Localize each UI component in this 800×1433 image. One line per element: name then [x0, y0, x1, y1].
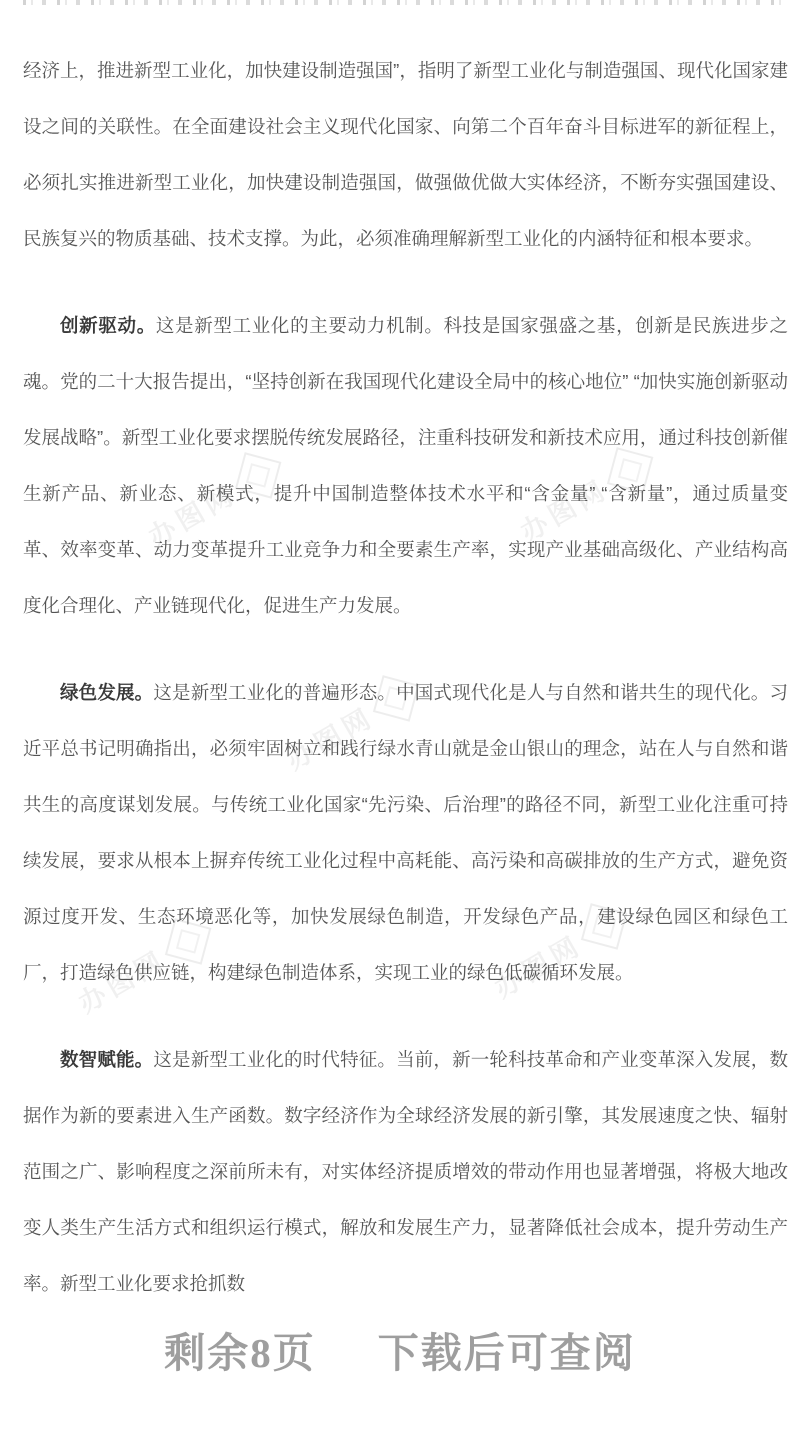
watermark-text: 办图网 [281, 701, 380, 776]
clipped-text-line-top [23, 0, 788, 5]
paragraph-lead: 数智赋能。 [60, 1049, 154, 1070]
paragraph-lead: 绿色发展。 [60, 682, 154, 703]
remaining-pages-count: 剩余8页 [164, 1330, 316, 1376]
paragraph-text: 这是新型工业化的时代特征。当前，新一轮科技革命和产业变革深入发展，数据作为新的要素进入生产函数。数字经济作为全球经济发展的新引擎，其发展速度之快、辐射范围之广、影响程度之深前所未有，对实体经济提质增效的带动作用也显著增强，将极大地改变人类生产生活方式和组织运行模式，解放和发展生产力，显著降低社会成本，提升劳动生产率。新型工业化要求抢抓数 [23, 1049, 788, 1294]
watermark-text: 办图网 [73, 944, 172, 1019]
paragraph-text: 这是新型工业化的普遍形态。中国式现代化是人与自然和谐共生的现代化。习近平总书记明确指出，必须牢固树立和践行绿水青山就是金山银山的理念，站在人与自然和谐共生的高度谋划发展。与传统工业化国家“先污染、后治理”的路径不同，新型工业化注重可持续发展，要求从根本上摒弃传统工业化过程中高耗能、高污染和高碳排放的生产方式，避免资源过度开发、生态环境恶化等，加快发展绿色制造，开发绿色产品，建设绿色园区和绿色工厂，打造绿色供应链，构建绿色制造体系，实现工业的绿色低碳循环发展。 [23, 682, 788, 983]
paragraph [23, 298, 788, 634]
download-hint: 下载后可查阅 [377, 1330, 636, 1376]
watermark-text: 办图网 [143, 478, 242, 553]
remaining-pages-banner [0, 1320, 800, 1386]
paragraph [23, 665, 788, 1001]
paragraph [23, 1032, 788, 1312]
paragraph-lead: 创新驱动。 [60, 315, 156, 336]
paragraph [23, 43, 788, 267]
paragraph-text: 这是新型工业化的主要动力机制。科技是国家强盛之基，创新是民族进步之魂。党的二十大报告提出，“坚持创新在我国现代化建设全局中的核心地位” “加快实施创新驱动发展战略”。新型工业化要求摆脱传统发展路径，注重科技研发和新技术应用，通过科技创新催生新产品、新业态、新模式，提升中国制造整体技术水平和“含金量” “含新量”，通过质量变革、效率变革、动力变革提升工业竞争力和全要素生产率，实现产业基础高级化、产业结构高度化合理化、产业链现代化，促进生产力发展。 [23, 315, 788, 616]
document-body [23, 43, 788, 1343]
watermark-text: 办图网 [489, 929, 588, 1004]
paragraph-text: 经济上，推进新型工业化，加快建设制造强国”，指明了新型工业化与制造强国、现代化国家建设之间的关联性。在全面建设社会主义现代化国家、向第二个百年奋斗目标进军的新征程上，必须扎实推进新型工业化，加快建设制造强国，做强做优做大实体经济，不断夯实强国建设、民族复兴的物质基础、技术支撑。为此，必须准确理解新型工业化的内涵特征和根本要求。 [23, 60, 788, 249]
watermark-text: 办图网 [515, 473, 614, 548]
